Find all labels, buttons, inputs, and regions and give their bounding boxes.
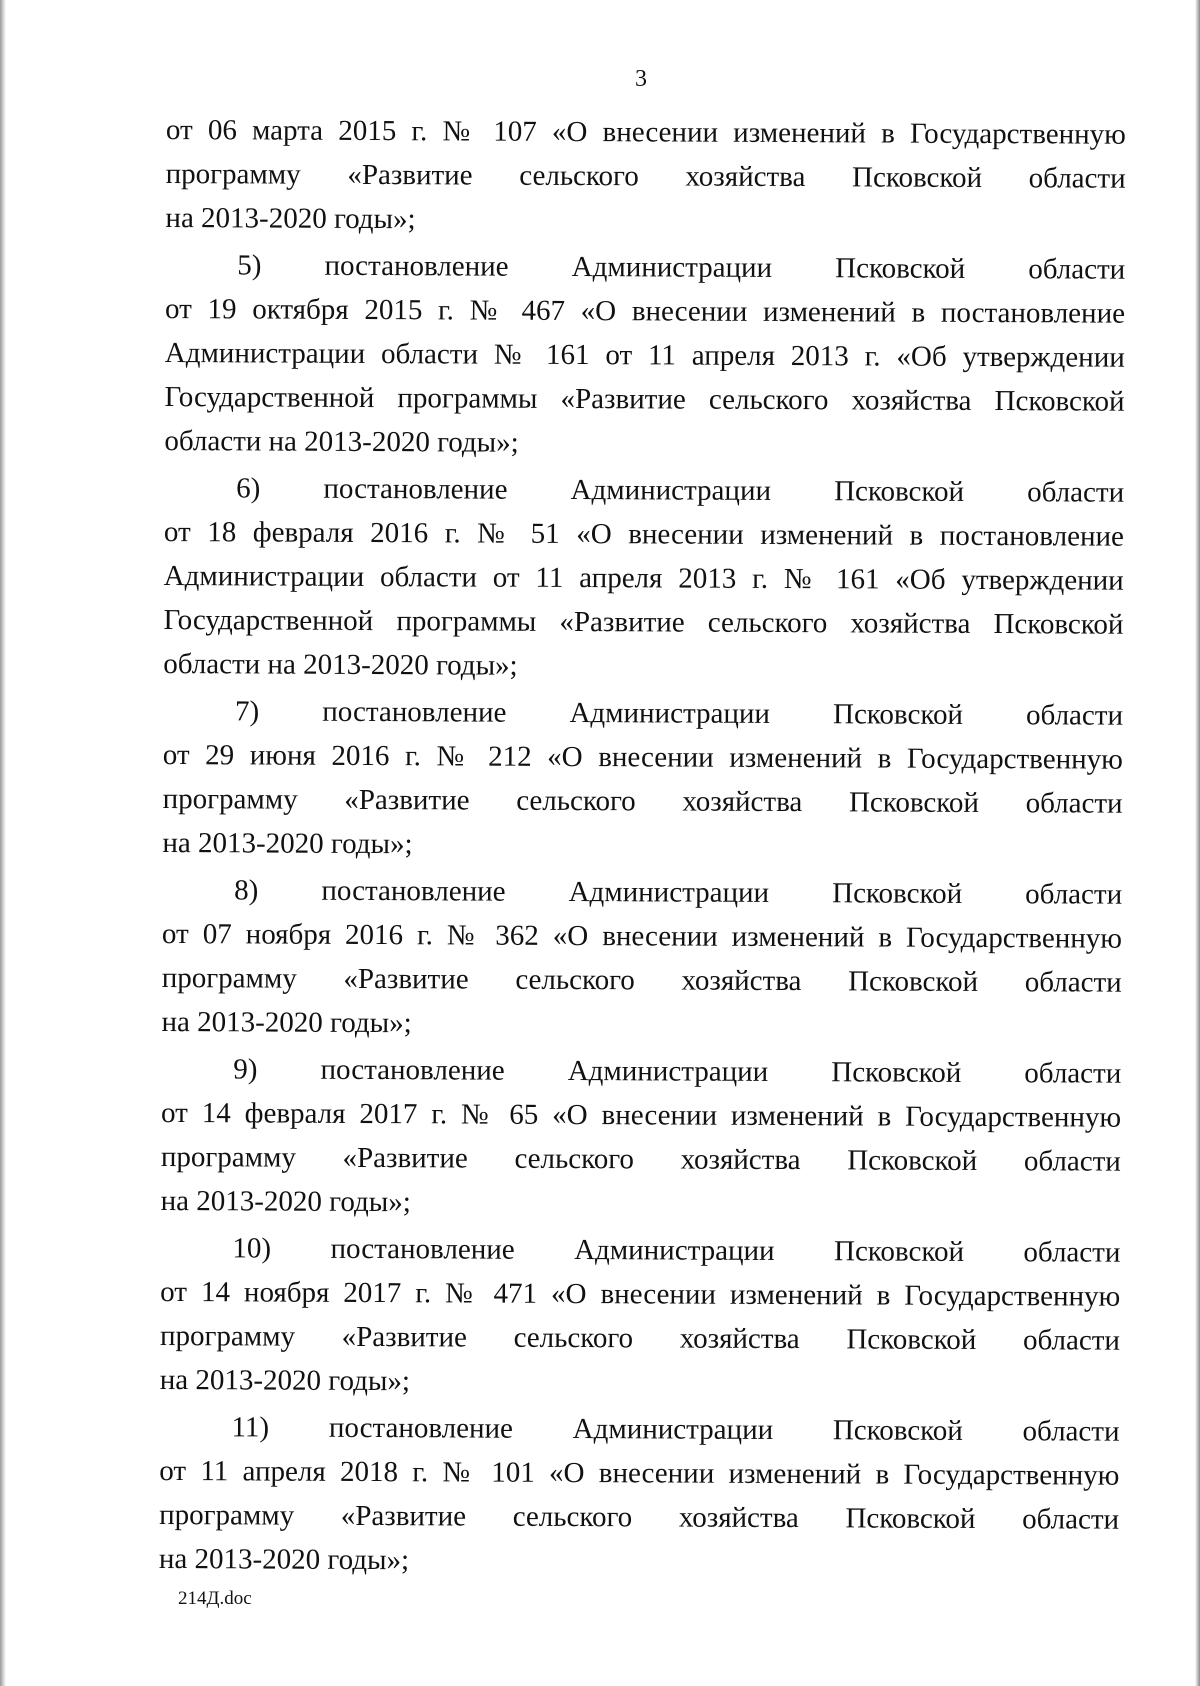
text-line: 7) постановление Администрации Псковской области (234, 695, 1124, 732)
paragraph-item-continuation (165, 108, 1126, 245)
text-line: на 2013-2020 годы»; (165, 201, 416, 236)
text-line: на 2013-2020 годы»; (162, 826, 413, 861)
paragraph-item-5 (164, 243, 1125, 468)
text-line: программу «Развитие сельского хозяйства Псковской области (161, 961, 1122, 999)
document-body (159, 108, 1126, 1586)
paragraph-item-9 (161, 1047, 1122, 1228)
text-line: на 2013-2020 годы»; (160, 1184, 411, 1219)
text-line: 5) постановление Администрации Псковской области (237, 249, 1126, 286)
text-line: Администрации области от 11 апреля 2013 г. № 161 «Об утверждении (163, 559, 1124, 597)
paragraph-item-8 (161, 868, 1122, 1049)
text-line: 9) постановление Администрации Псковской области (233, 1053, 1122, 1090)
footer-filename: 214Д.doc (178, 1588, 252, 1609)
paragraph-item-7 (162, 689, 1123, 870)
text-line: от 06 марта 2015 г. № 107 «О внесении изменений в Государственную (165, 113, 1126, 151)
text-line: Государственной программы «Развитие сельского хозяйства Псковской (163, 603, 1124, 641)
text-line: программу «Развитие сельского хозяйства Псковской области (159, 1498, 1120, 1536)
text-line: на 2013-2020 годы»; (159, 1363, 411, 1398)
text-line: программу «Развитие сельского хозяйства Псковской области (159, 1319, 1121, 1357)
text-line: области на 2013-2020 годы»; (163, 647, 518, 682)
text-line: от 19 октября 2015 г. № 467 «О внесении изменений в постановление (164, 292, 1126, 330)
text-line: области на 2013-2020 годы»; (164, 424, 519, 459)
paragraph-item-11 (159, 1405, 1120, 1586)
paragraph-item-10 (160, 1226, 1121, 1407)
paragraph-item-6 (163, 466, 1124, 691)
text-line: от 18 февраля 2016 г. № 51 «О внесении изменений в постановление (163, 515, 1124, 553)
text-line: программу «Развитие сельского хозяйства Псковской области (165, 157, 1126, 195)
page-number: 3 (635, 66, 647, 92)
text-line: на 2013-2020 годы»; (158, 1542, 410, 1577)
text-line: 8) постановление Администрации Псковской области (234, 874, 1123, 911)
text-line: 11) постановление Администрации Псковской области (231, 1411, 1120, 1448)
text-line: программу «Развитие сельского хозяйства Псковской области (160, 1140, 1121, 1178)
text-line: 6) постановление Администрации Псковской области (236, 472, 1125, 509)
text-line: программу «Развитие сельского хозяйства Псковской области (162, 782, 1123, 820)
text-line: от 14 февраля 2017 г. № 65 «О внесении изменений в Государственную (161, 1096, 1122, 1134)
text-line: Государственной программы «Развитие сельского хозяйства Псковской (164, 380, 1125, 418)
text-line: на 2013-2020 годы»; (161, 1005, 412, 1040)
text-line: Администрации области № 161 от 11 апреля 2013 г. «Об утверждении (164, 336, 1125, 374)
text-line: от 29 июня 2016 г. № 212 «О внесении изменений в Государственную (162, 738, 1123, 776)
text-line: от 14 ноября 2017 г. № 471 «О внесении изменений в Государственную (160, 1275, 1121, 1313)
text-line: 10) постановление Администрации Псковской области (232, 1232, 1121, 1269)
text-line: от 07 ноября 2016 г. № 362 «О внесении изменений в Государственную (161, 917, 1123, 955)
text-line: от 11 апреля 2018 г. № 101 «О внесении изменений в Государственную (159, 1454, 1120, 1492)
